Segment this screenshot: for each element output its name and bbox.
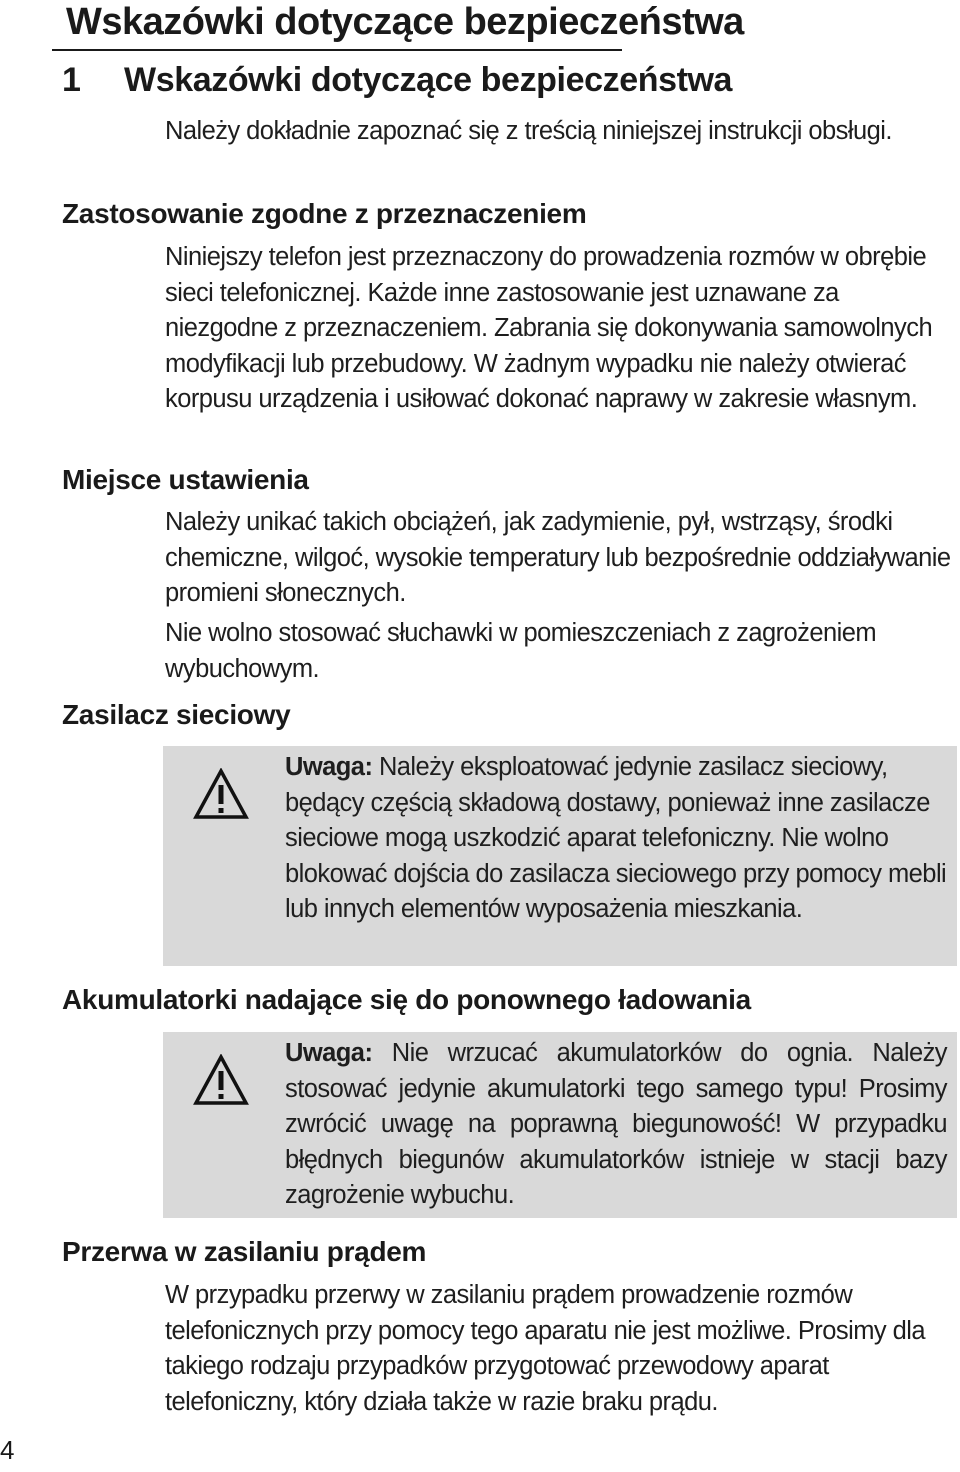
heading-power-supply: Zasilacz sieciowy — [62, 699, 291, 730]
notice-body: Nie wrzucać akumulatorków do ognia. Należy stosować jedynie akumulatorki tego samego typu! Prosimy zwrócić uwagę na poprawną biegunowość! W przypadku błędnych biegunów akumulatorków istnieje w stacji bazy zagrożenie wybuchu. — [285, 1039, 947, 1209]
heading-batteries: Akumulatorki nadające się do ponownego ładowania — [62, 984, 751, 1015]
intro-paragraph: Należy dokładnie zapoznać się z treścią niniejszej instrukcji obsługi. — [165, 117, 892, 145]
location-paragraph-1: Należy unikać takich obciążeń, jak zadymienie, pył, wstrząsy, środki chemiczne, wilgoć, wysokie temperatury lub bezpośrednie oddziaływanie promieni słonecznych. — [165, 508, 951, 607]
heading-intended-use: Zastosowanie zgodne z przeznaczeniem — [62, 198, 587, 229]
notice-batteries-text — [285, 1036, 947, 1214]
intended-use-paragraph: Niniejszy telefon jest przeznaczony do prowadzenia rozmów w obrębie sieci telefonicznej. Każde inne zastosowanie jest uznawane za niezgodne z przeznaczeniem. Zabrania się dokonywania samowolnych modyfikacji lub przebudowy. W żadnym wypadku nie należy otwierać korpusu urządzenia i usiłować dokonać naprawy w zakresie własnym. — [165, 243, 933, 413]
page-number: 4 — [0, 1435, 15, 1465]
notice-body: Należy eksploatować jedynie zasilacz sieciowy, będący częścią składową dostawy, ponieważ inne zasilacze sieciowe mogą uszkodzić aparat telefoniczny. Nie wolno blokować dojścia do zasilacza sieciowego przy pomocy mebli lub innych elementów wyposażenia mieszkania. — [285, 753, 947, 923]
heading-location: Miejsce ustawienia — [62, 464, 309, 495]
chapter-title — [62, 58, 732, 102]
warning-triangle-icon — [193, 1054, 249, 1106]
header-rule — [52, 49, 622, 51]
notice-label: Uwaga: — [285, 753, 373, 781]
chapter-title-text: Wskazówki dotyczące bezpieczeństwa — [124, 61, 733, 99]
warning-triangle-icon — [193, 768, 249, 820]
chapter-number: 1 — [62, 61, 81, 99]
notice-label: Uwaga: — [285, 1039, 373, 1067]
notice-power-supply-text — [285, 750, 947, 928]
notice-power-supply — [163, 746, 957, 966]
notice-batteries — [163, 1032, 957, 1218]
location-paragraph-2: Nie wolno stosować słuchawki w pomieszczeniach z zagrożeniem wybuchowym. — [165, 619, 877, 683]
heading-power-failure: Przerwa w zasilaniu prądem — [62, 1236, 427, 1267]
running-header: Wskazówki dotyczące bezpieczeństwa — [66, 1, 744, 43]
power-failure-paragraph: W przypadku przerwy w zasilaniu prądem prowadzenie rozmów telefonicznych przy pomocy tego aparatu nie jest możliwe. Prosimy dla takiego rodzaju przypadków przygotować przewodowy aparat telefoniczny, który działa także w razie braku prądu. — [165, 1281, 925, 1416]
